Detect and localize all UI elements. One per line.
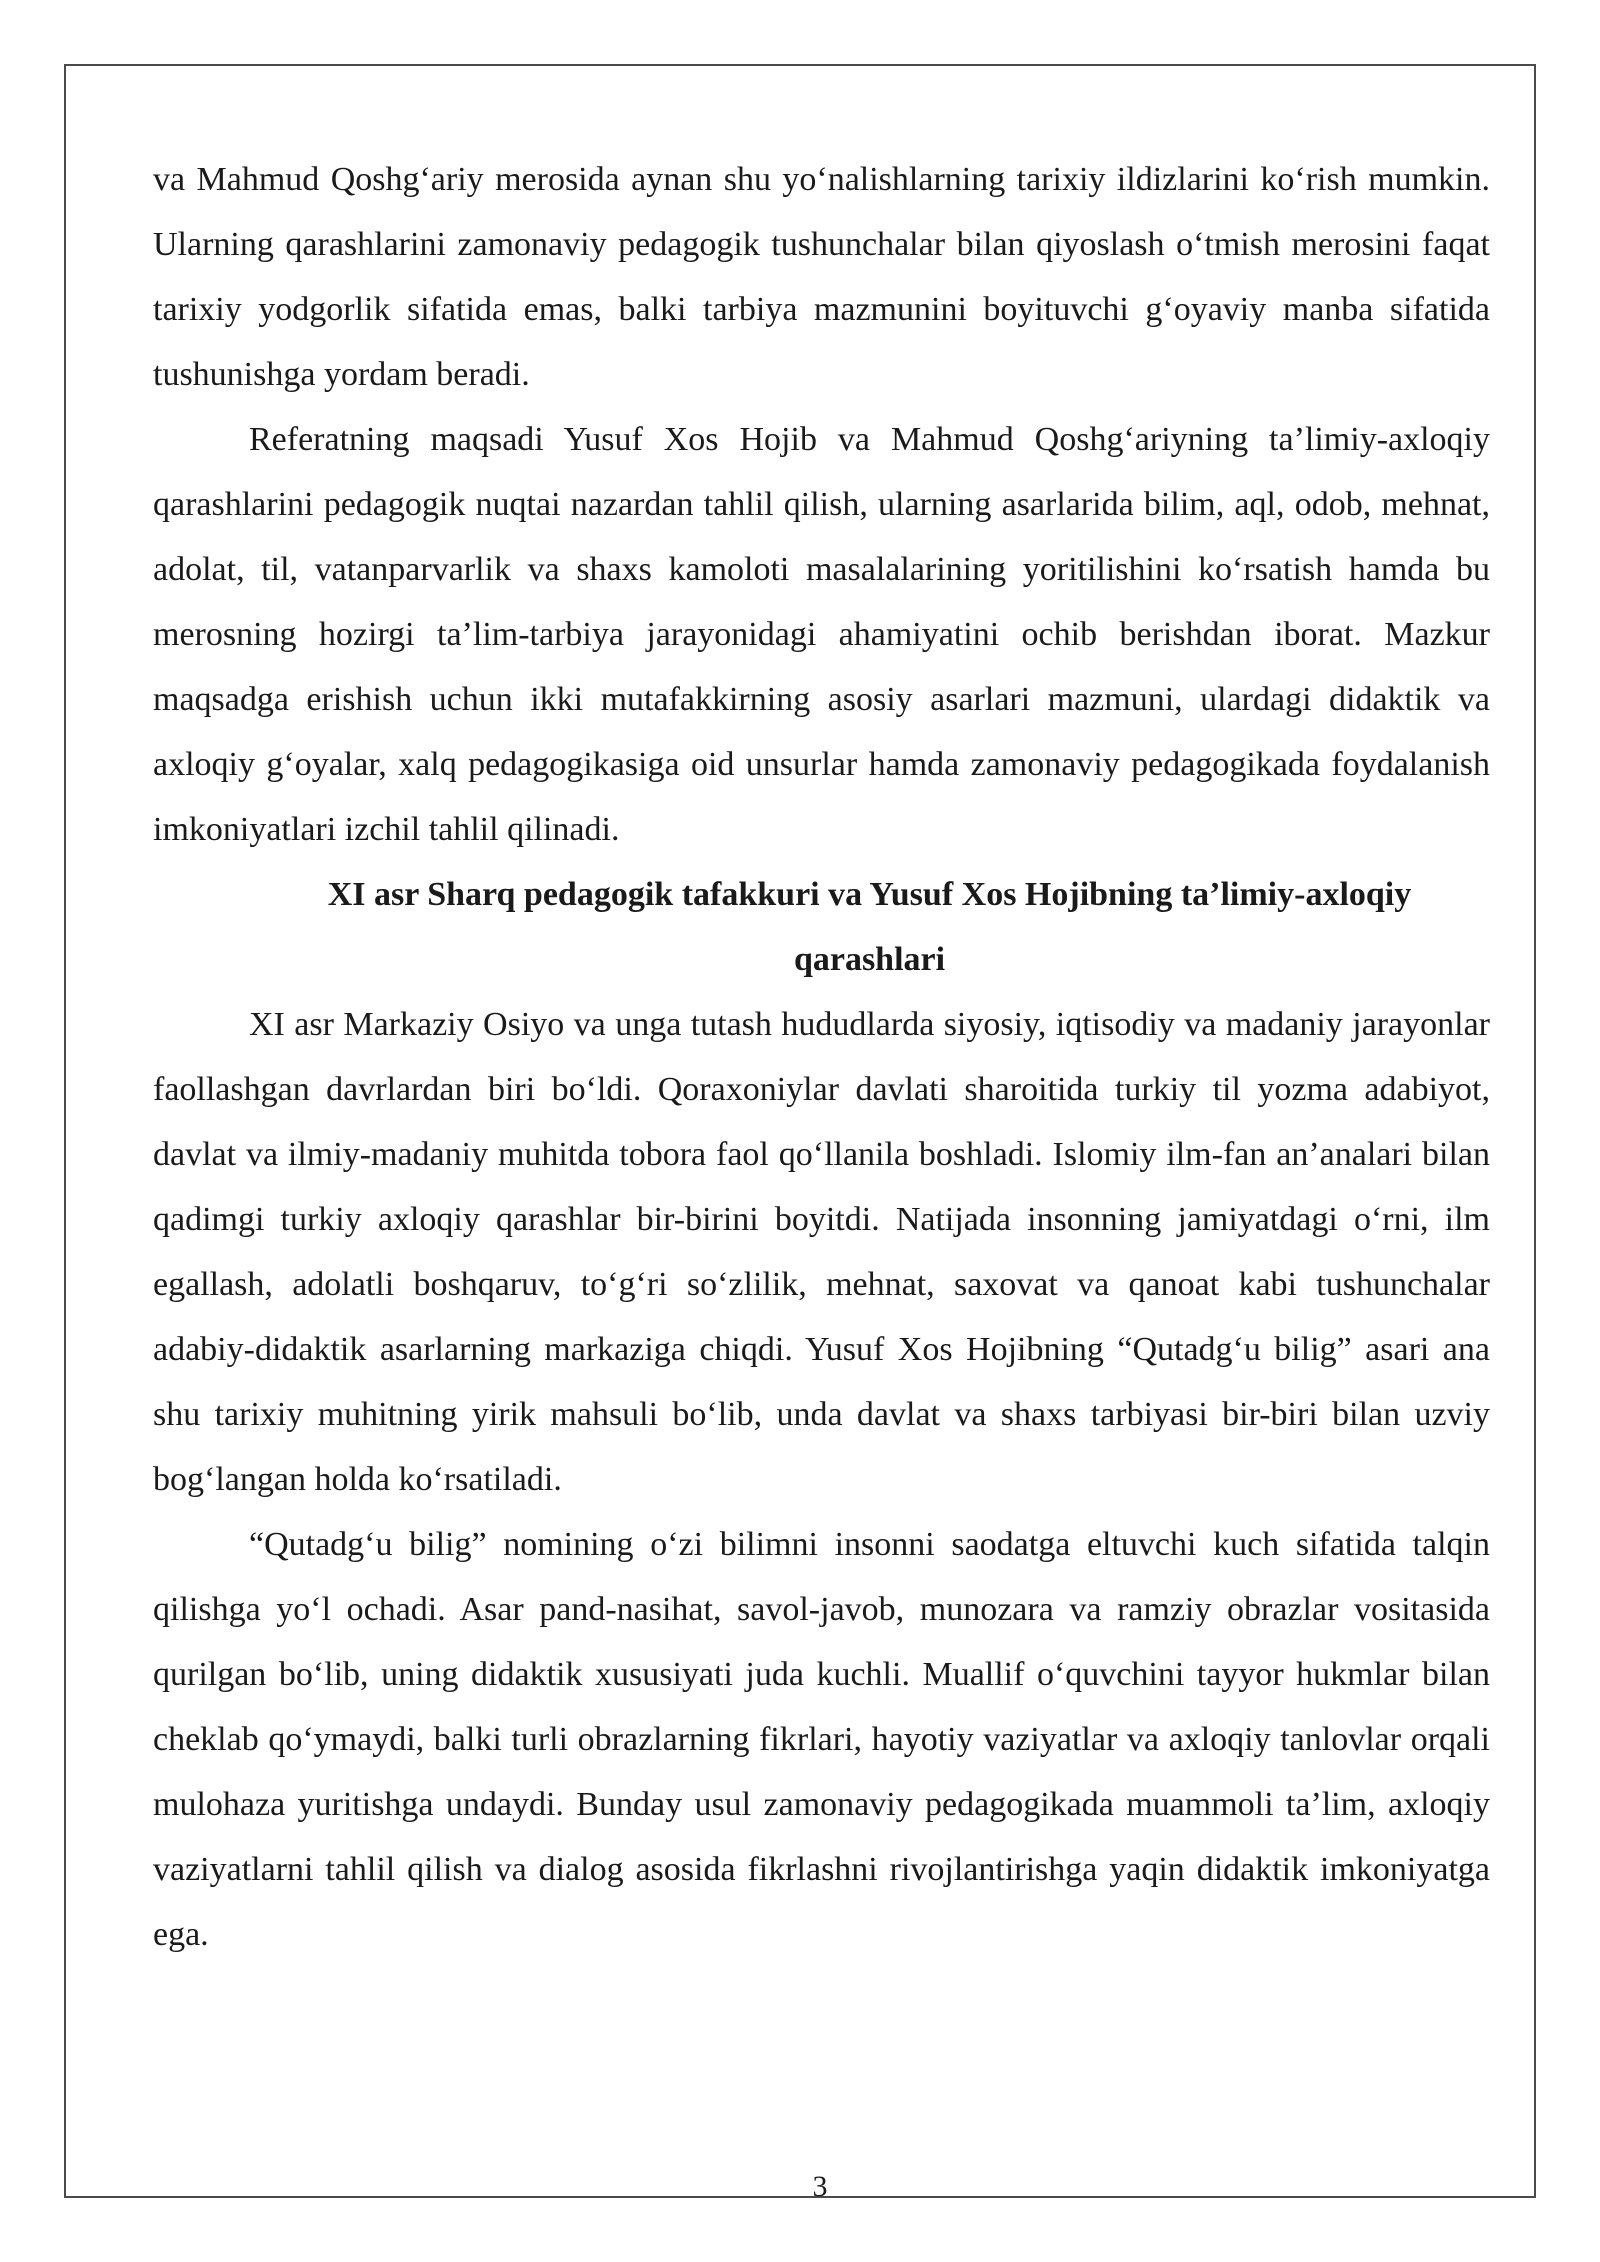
paragraph-continuation: va Mahmud Qoshg‘ariy merosida aynan shu yo‘nalishlarning tarixiy ildizlarini ko‘rish mumkin. Ularning qarashlarini zamonaviy pedagogik tushunchalar bilan qiyoslash o‘tmish merosini faqat tarixiy yodgorlik sifatida emas, balki tarbiya mazmunini boyituvchi g‘oyaviy manba sifatida tushunishga yordam beradi. — [153, 161, 1490, 393]
paragraph-qutadgu-bilig: “Qutadg‘u bilig” nomining o‘zi bilimni insonni saodatga eltuvchi kuch sifatida talqin qilishga yo‘l ochadi. Asar pand-nasihat, savol-javob, munozara va ramziy obrazlar vositasida qurilgan bo‘lib, uning didaktik xususiyati juda kuchli. Muallif o‘quvchini tayyor hukmlar bilan cheklab qo‘ymaydi, balki turli obrazlarning fikrlari, hayotiy vaziyatlar va axloqiy tanlovlar orqali mulohaza yuritishga undaydi. Bunday usul zamonaviy pedagogikada muammoli ta’lim, axloqiy vaziyatlarni tahlil qilish va dialog asosida fikrlashni rivojlantirishga yaqin didaktik imkoniyatga ega. — [153, 1526, 1490, 1953]
document-body — [153, 147, 1490, 1967]
page-number: 3 — [812, 2170, 828, 2203]
section-heading: XI asr Sharq pedagogik tafakkuri va Yusuf Xos Hojibning ta’limiy-axloqiy qarashlari — [327, 876, 1412, 978]
paragraph-historical-context: XI asr Markaziy Osiyo va unga tutash hududlarda siyosiy, iqtisodiy va madaniy jarayonlar faollashgan davrlardan biri bo‘ldi. Qoraxoniylar davlati sharoitida turkiy til yozma adabiyot, davlat va ilmiy-madaniy muhitda tobora faol qo‘llanila boshladi. Islomiy ilm-fan an’analari bilan qadimgi turkiy axloqiy qarashlar bir-birini boyitdi. Natijada insonning jamiyatdagi o‘rni, ilm egallash, adolatli boshqaruv, to‘g‘ri so‘zlilik, mehnat, saxovat va qanoat kabi tushunchalar adabiy-didaktik asarlarning markaziga chiqdi. Yusuf Xos Hojibning “Qutadg‘u bilig” asari ana shu tarixiy muhitning yirik mahsuli bo‘lib, unda davlat va shaxs tarbiyasi bir-biri bilan uzviy bog‘langan holda ko‘rsatiladi. — [153, 1006, 1490, 1498]
paragraph-purpose: Referatning maqsadi Yusuf Xos Hojib va Mahmud Qoshg‘ariyning ta’limiy-axloqiy qarashlarini pedagogik nuqtai nazardan tahlil qilish, ularning asarlarida bilim, aql, odob, mehnat, adolat, til, vatanparvarlik va shaxs kamoloti masalalarining yoritilishini ko‘rsatish hamda bu merosning hozirgi ta’lim-tarbiya jarayonidagi ahamiyatini ochib berishdan iborat. Mazkur maqsadga erishish uchun ikki mutafakkirning asosiy asarlari mazmuni, ulardagi didaktik va axloqiy g‘oyalar, xalq pedagogikasiga oid unsurlar hamda zamonaviy pedagogikada foydalanish imkoniyatlari izchil tahlil qilinadi. — [153, 421, 1490, 848]
